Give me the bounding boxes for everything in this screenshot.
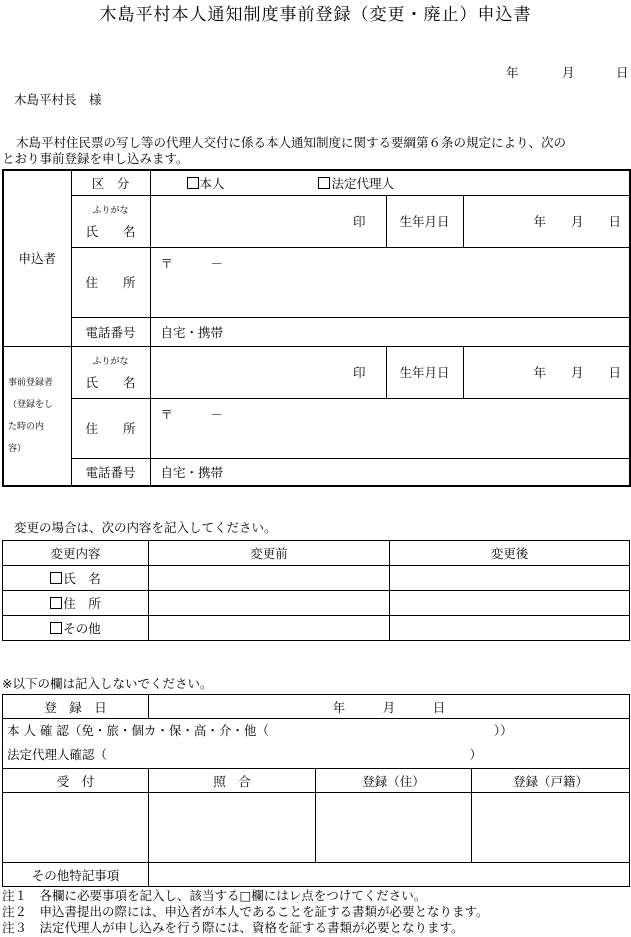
date-month: 月	[562, 65, 575, 80]
applicant-birth-label: 生年月日	[386, 195, 463, 247]
registrant-phone-label: 電話番号	[71, 458, 150, 486]
checkbox-change-other[interactable]	[50, 622, 62, 634]
applicant-birth-field[interactable]: 年 月 日	[463, 195, 630, 247]
registrant-address-field[interactable]	[150, 398, 630, 458]
applicant-section-label: 申込者	[3, 170, 71, 346]
date-day: 日	[616, 65, 629, 80]
note-item: 注３ 法定代理人が申し込みを行う際には、資格を証する書類が必要となります。	[2, 920, 464, 935]
change-row-other: その他	[63, 621, 101, 636]
applicant-address-label: 住 所	[71, 247, 150, 317]
other-field[interactable]	[149, 863, 630, 887]
addressee: 木島平村長 様	[14, 92, 102, 107]
checkbox-change-address[interactable]	[50, 597, 62, 609]
verify-field[interactable]	[149, 793, 316, 863]
page-title: 木島平村本人通知制度事前登録（変更・廃止）申込書	[99, 5, 532, 25]
applicant-address-field[interactable]	[150, 247, 630, 317]
notes	[2, 888, 489, 936]
office-header: 受 付	[3, 769, 149, 793]
applicant-seal: 印	[352, 214, 366, 229]
kubun-label: 区 分	[71, 170, 150, 195]
office-header: 登録（住）	[316, 769, 472, 793]
change-table	[2, 540, 630, 641]
date-year: 年	[506, 65, 519, 80]
applicant-postal: 〒 －	[160, 255, 224, 271]
id-check-cell[interactable]	[3, 719, 630, 769]
applicant-table	[2, 169, 631, 487]
checkbox-change-name[interactable]	[50, 572, 62, 584]
registrant-phone-field[interactable]: 自宅・携帯	[150, 458, 630, 486]
legal-check: 法定代理人確認（ ）	[7, 747, 483, 762]
checkbox-legal[interactable]	[318, 177, 330, 189]
office-header: 照 合	[149, 769, 316, 793]
change-header: 変更後	[390, 541, 630, 566]
registrant-seal: 印	[352, 365, 366, 380]
id-check: 本 人 確 認（免・旅・個カ・保・高・介・他（ ））	[7, 723, 513, 738]
office-table	[2, 694, 630, 887]
registrant-birth-label: 生年月日	[386, 346, 463, 398]
change-row-name: 氏 名	[63, 571, 101, 586]
change-row-label	[3, 616, 149, 641]
registrant-postal: 〒 －	[160, 406, 224, 422]
applicant-name-field[interactable]	[150, 195, 386, 247]
registrant-label-line: （登録をし	[8, 399, 54, 410]
change-row-label	[3, 566, 149, 591]
change-row-label	[3, 591, 149, 616]
note-item: 注２ 申込書提出の際には、申込者が本人であることを証する書類が必要となります。	[2, 904, 489, 919]
change-header: 変更内容	[3, 541, 149, 566]
registrant-birth-field[interactable]: 年 月 日	[463, 346, 630, 398]
registrant-name-label-cell	[71, 346, 150, 398]
registrant-label-line: た時の内	[8, 421, 45, 432]
change-after-field[interactable]	[390, 591, 630, 616]
option-self: 本人	[199, 175, 225, 191]
registrant-name-label: 氏 名	[85, 374, 136, 390]
intro-line-2: とおり事前登録を申し込みます。	[2, 151, 189, 166]
other-label: その他特記事項	[3, 863, 149, 887]
change-note: 変更の場合は、次の内容を記入してください。	[14, 520, 277, 535]
registrant-address-label: 住 所	[71, 398, 150, 458]
applicant-furigana: ふりがな	[92, 205, 129, 216]
change-row-address: 住 所	[63, 596, 101, 611]
change-before-field[interactable]	[149, 591, 390, 616]
applicant-phone-field[interactable]: 自宅・携帯	[150, 317, 630, 346]
change-after-field[interactable]	[390, 566, 630, 591]
change-before-field[interactable]	[149, 616, 390, 641]
reg-resident-field[interactable]	[316, 793, 472, 863]
registrant-label-line: 容）	[8, 443, 27, 454]
registrant-section-label	[3, 346, 71, 486]
registrant-furigana: ふりがな	[92, 356, 129, 367]
change-header: 変更前	[149, 541, 390, 566]
office-header: 登録（戸籍）	[472, 769, 630, 793]
checkbox-self[interactable]	[187, 177, 199, 189]
reg-date-label: 登 録 日	[3, 695, 149, 719]
intro-line-1: 木島平村住民票の写し等の代理人交付に係る本人通知制度に関する要綱第６条の規定により、次の	[16, 135, 567, 150]
applicant-name-label-cell	[71, 195, 150, 247]
registrant-label-line: 事前登録者	[8, 377, 54, 388]
kubun-options	[150, 170, 630, 195]
applicant-name-label: 氏 名	[85, 223, 136, 239]
applicant-phone-label: 電話番号	[71, 317, 150, 346]
registrant-name-field[interactable]	[150, 346, 386, 398]
change-after-field[interactable]	[390, 616, 630, 641]
option-legal: 法定代理人	[331, 175, 394, 191]
change-before-field[interactable]	[149, 566, 390, 591]
reg-date-field[interactable]: 年 月 日	[149, 695, 630, 719]
reg-koseki-field[interactable]	[472, 793, 630, 863]
note-item: 注１ 各欄に必要事項を記入し、該当する□欄にはレ点をつけてください。	[2, 888, 427, 903]
office-note: ※以下の欄は記入しないでください。	[2, 676, 213, 691]
receipt-field[interactable]	[3, 793, 149, 863]
